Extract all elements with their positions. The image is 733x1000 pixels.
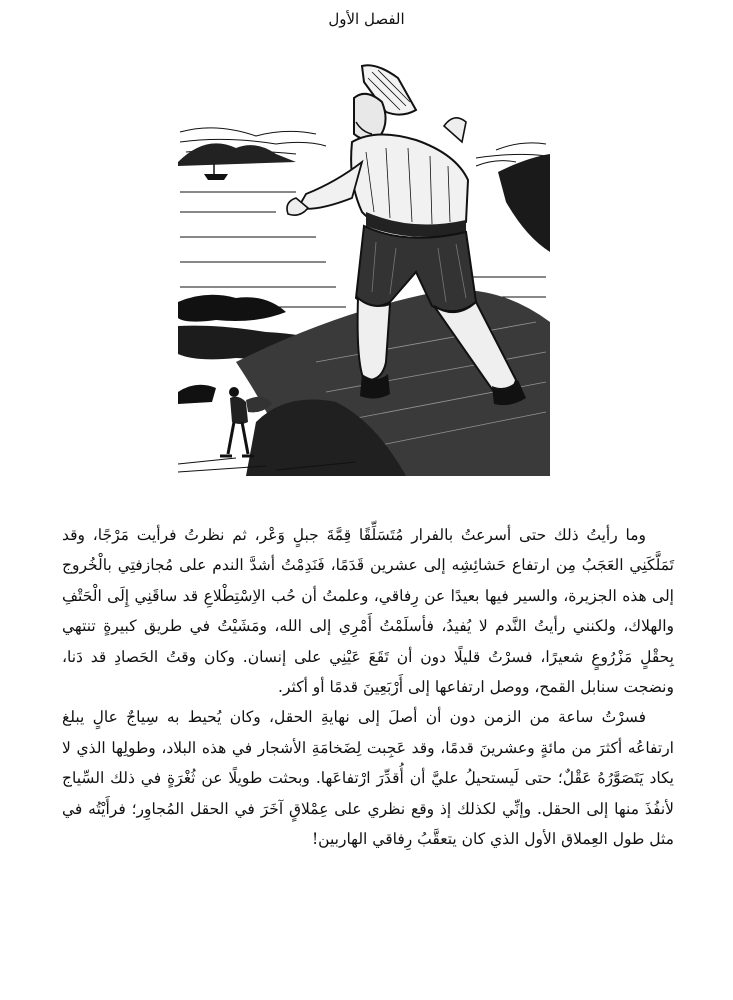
paragraph: وما رأيتُ ذلك حتى أسرعتُ بالفرار مُتَسَلِّقًا قِمَّةَ جبلٍ وَعْر، ثم نظرتُ فرأيت مَرْجًا، وقد تَمَلَّكَنِي العَجَبُ مِن ارتفاع حَشائِشِه إلى عشرين قَدَمًا، فَنَدِمْتُ أشدَّ الندم على مُجازفتِي بالْخُروج إلى هذه الجزيرة، والسير فيها بعيدًا عن رِفاقي، وعلمتُ أن حُب الاِسْتِطْلاعِ قد ساقَنِي إِلَى الْحَتْفِ والهلاك، ولكنني رأيتُ النَّدم لا يُفيدُ، فأسلَمْتُ أَمْرِي إلى الله، ومَشَيْتُ في طريق كبيرةٍ تنتهي بِحقْلٍ مَزْرُوعٍ شعيرًا، فسرْتُ قليلًا دون أن تَقَعَ عَيْنِي على إنسان. وكان وقتُ الحَصادِ قد دَنا، ونضجت سنابل القمح، ووصل ارتفاعها إلى أَرْبَعِينَ قدمًا أو أكثر. [62,526,674,697]
giant-man-on-hill-illustration [176,62,550,476]
paragraph: فسرْتُ ساعة من الزمن دون أن أصلَ إلى نهايةِ الحقل، وكان يُحيط به سِياجٌ عالٍ يبلغ ارتفاعُه أكثرَ من مائةٍ وعشرينَ قدمًا، وقد عَجِبت لِضَخامَةِ الأشجار في هذه البلاد، وطولِها الذي لا يكاد يَتَصَوَّرُهُ عَقْلٌ؛ حتى لَيستحيلُ عليَّ أن أُقدِّرَ ارْتفاعَها. وبحثت طويلًا عن ثُغْرَةٍ في ذلك السِّياج لأنفُذَ منها إلى الحقل. وإنِّي لكذلك إذ وقع نظري على عِمْلاقٍ آخَرَ في الحقل المُجاوِر؛ فرأَيْتُه في مثل طول العِملاق الأول الذي كان يتعقَّبُ رِفاقي الهاربين! [62,708,674,849]
chapter-title: الفصل الأول [328,10,405,28]
chapter-text [62,520,674,854]
